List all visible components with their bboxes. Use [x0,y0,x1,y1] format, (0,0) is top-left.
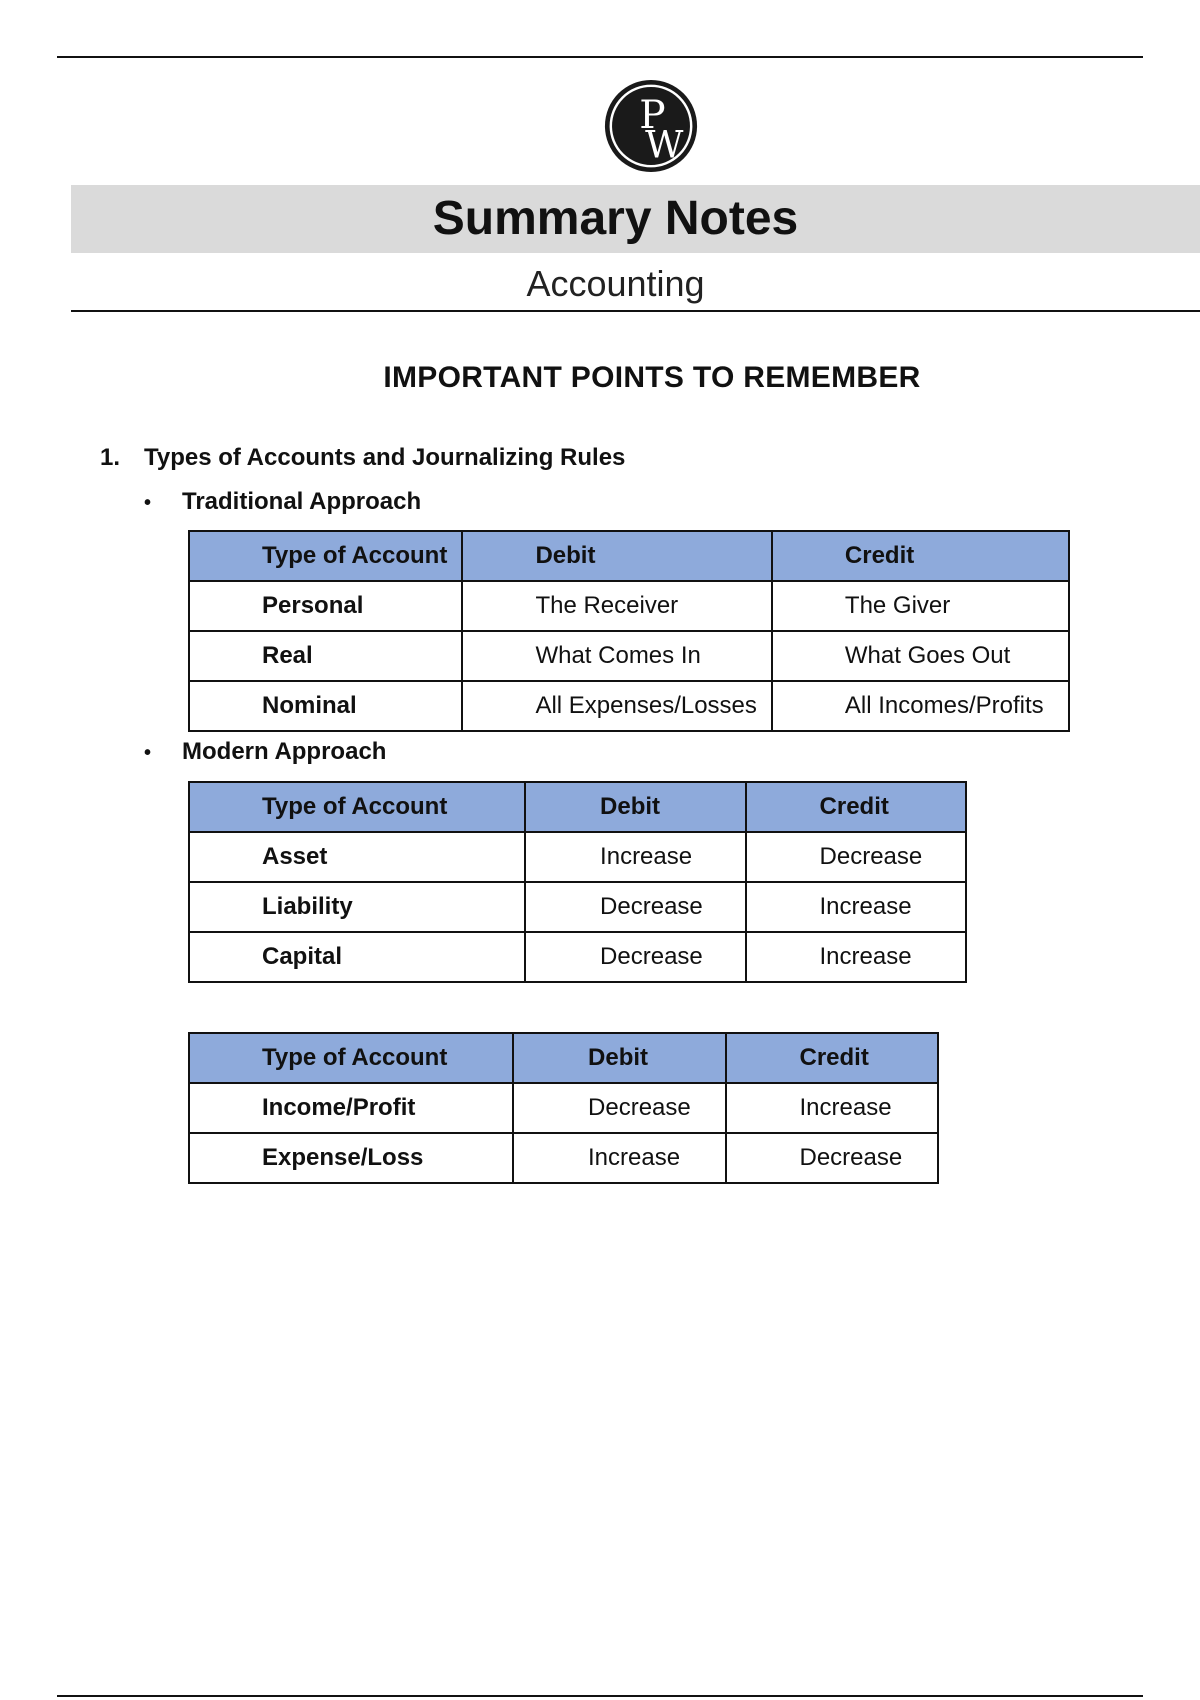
table-row [189,932,966,982]
table-row [189,681,1069,731]
debit-cell: The Receiver [462,581,771,631]
header-cell: Credit [726,1033,939,1083]
header-cell: Type of Account [189,531,462,581]
section-heading [100,440,625,476]
header-cell: Type of Account [189,782,525,832]
table-row [189,631,1069,681]
modern-label: Modern Approach [182,738,387,765]
traditional-table [188,530,1070,732]
document-title: Summary Notes [432,192,799,245]
account-type-cell: Nominal [189,681,462,731]
table-row [189,1133,938,1183]
account-type-cell: Asset [189,832,525,882]
credit-cell: The Giver [772,581,1069,631]
table-row [189,581,1069,631]
table-header-row [189,531,1069,581]
account-type-cell: Capital [189,932,525,982]
credit-cell: Increase [726,1083,939,1133]
debit-cell: What Comes In [462,631,771,681]
header-cell: Debit [462,531,771,581]
subject-rule [71,310,1200,312]
debit-cell: Decrease [525,932,745,982]
table-header-row [189,1033,938,1083]
pw-logo [602,77,700,175]
credit-cell: Decrease [726,1133,939,1183]
bottom-rule [57,1695,1143,1697]
credit-cell: Increase [746,932,966,982]
account-type-cell: Expense/Loss [189,1133,513,1183]
title-band [71,185,1200,253]
income-expense-table [188,1032,939,1184]
section-title: Types of Accounts and Journalizing Rules [144,444,626,471]
bullet-icon: • [144,742,152,764]
subject-line [71,258,1200,310]
credit-cell: Decrease [746,832,966,882]
credit-cell: All Incomes/Profits [772,681,1069,731]
header-cell: Type of Account [189,1033,513,1083]
header-cell: Debit [525,782,745,832]
header-cell: Credit [772,531,1069,581]
table-row [189,882,966,932]
credit-cell: What Goes Out [772,631,1069,681]
header-cell: Debit [513,1033,725,1083]
bullet-modern [144,735,386,770]
debit-cell: Increase [513,1133,725,1183]
bullet-icon: • [144,492,152,514]
account-type-cell: Liability [189,882,525,932]
debit-cell: Decrease [525,882,745,932]
account-type-cell: Real [189,631,462,681]
credit-cell: Increase [746,882,966,932]
account-type-cell: Personal [189,581,462,631]
section-number: 1. [100,444,121,471]
subject-name: Accounting [526,263,705,304]
debit-cell: Decrease [513,1083,725,1133]
debit-cell: Increase [525,832,745,882]
account-type-cell: Income/Profit [189,1083,513,1133]
svg-text:W: W [645,122,684,167]
bullet-traditional [144,485,421,520]
header-cell: Credit [746,782,966,832]
main-heading: IMPORTANT POINTS TO REMEMBER [383,361,921,394]
table-row [189,832,966,882]
table-row [189,1083,938,1133]
traditional-label: Traditional Approach [182,488,422,515]
svg-text:P: P [639,92,666,138]
debit-cell: All Expenses/Losses [462,681,771,731]
modern-table [188,781,967,983]
table-header-row [189,782,966,832]
top-rule [57,56,1143,58]
